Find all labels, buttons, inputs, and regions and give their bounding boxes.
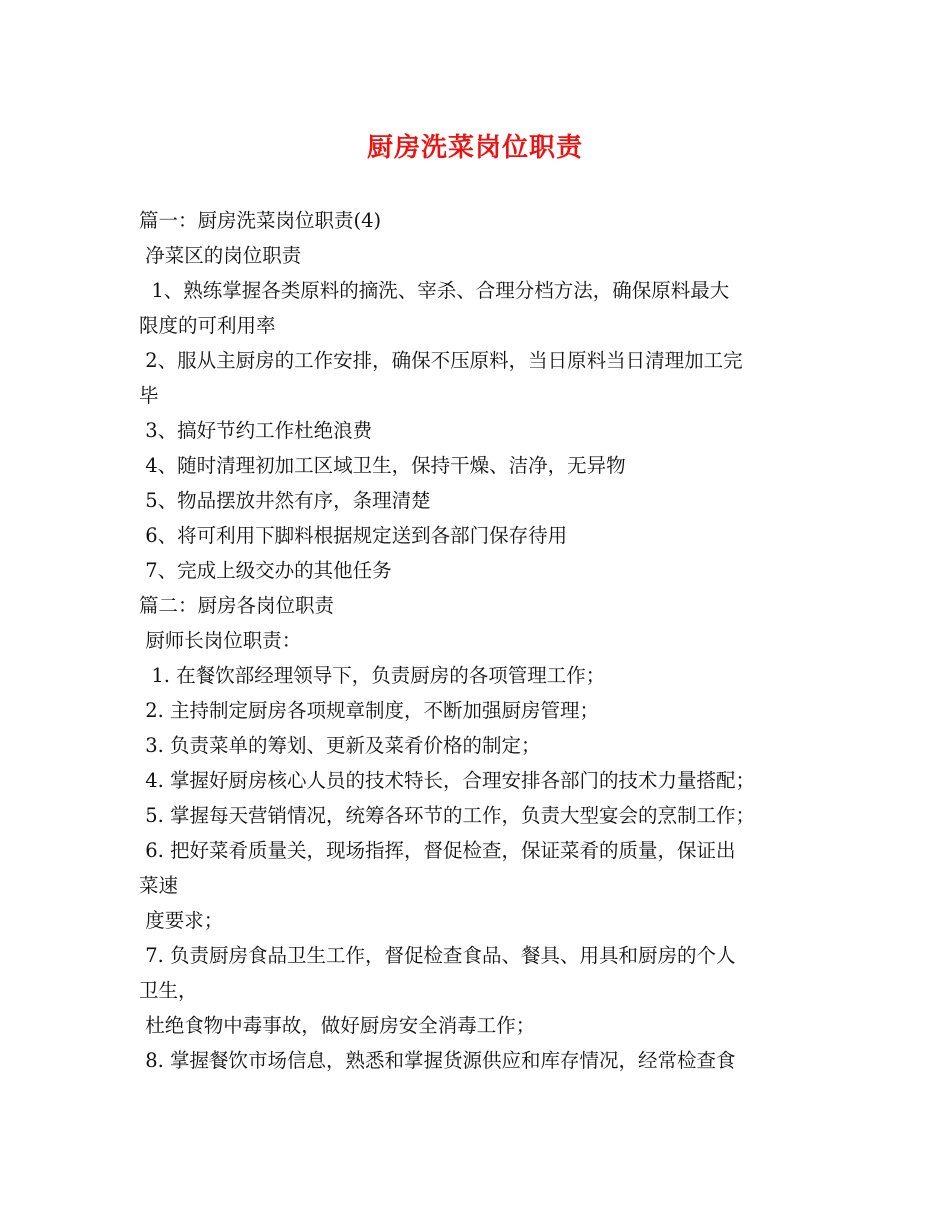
body-line: 5. 掌握每天营销情况，统筹各环节的工作，负责大型宴会的烹制工作；: [139, 804, 756, 827]
body-line: 度要求；: [139, 909, 224, 932]
body-line: 7. 负责厨房食品卫生工作，督促检查食品、餐具、用具和厨房的个人: [139, 944, 736, 967]
body-line: 3、搞好节约工作杜绝浪费: [139, 419, 373, 442]
document-title: 厨房洗菜岗位职责: [366, 133, 583, 163]
body-line: 4. 掌握好厨房核心人员的技术特长，合理安排各部门的技术力量搭配；: [139, 769, 756, 792]
body-line: 8. 掌握餐饮市场信息，熟悉和掌握货源供应和库存情况，经常检查食: [139, 1049, 736, 1072]
body-line: 卫生，: [139, 979, 198, 1002]
body-line: 杜绝食物中毒事故，做好厨房安全消毒工作；: [139, 1014, 536, 1037]
body-line: 6. 把好菜肴质量关，现场指挥，督促检查，保证菜肴的质量，保证出: [139, 839, 736, 862]
body-line: 菜速: [139, 874, 179, 897]
body-line: 厨师长岗位职责：: [139, 629, 302, 652]
body-line: 1. 在餐饮部经理领导下，负责厨房的各项管理工作；: [139, 664, 606, 687]
body-line: 3. 负责菜单的筹划、更新及菜肴价格的制定；: [139, 734, 541, 757]
body-line: 2、服从主厨房的工作安排，确保不压原料，当日原料当日清理加工完: [139, 349, 743, 372]
body-line: 篇二：厨房各岗位职责: [139, 594, 335, 617]
body-line: 毕: [139, 384, 159, 407]
body-line: 7、完成上级交办的其他任务: [139, 559, 392, 582]
document-body: [139, 203, 829, 1078]
body-line: 5、物品摆放井然有序，条理清楚: [139, 489, 431, 512]
body-line: 限度的可利用率: [139, 314, 276, 337]
body-line: 1、熟练掌握各类原料的摘洗、宰杀、合理分档方法，确保原料最大: [139, 279, 730, 302]
body-line: 篇一：厨房洗菜岗位职责(4): [139, 209, 382, 232]
body-line: 6、将可利用下脚料根据规定送到各部门保存待用: [139, 524, 568, 547]
body-line: 净菜区的岗位职责: [139, 244, 302, 267]
body-line: 2. 主持制定厨房各项规章制度，不断加强厨房管理；: [139, 699, 600, 722]
body-line: 4、随时清理初加工区域卫生，保持干燥、洁净，无异物: [139, 454, 626, 477]
